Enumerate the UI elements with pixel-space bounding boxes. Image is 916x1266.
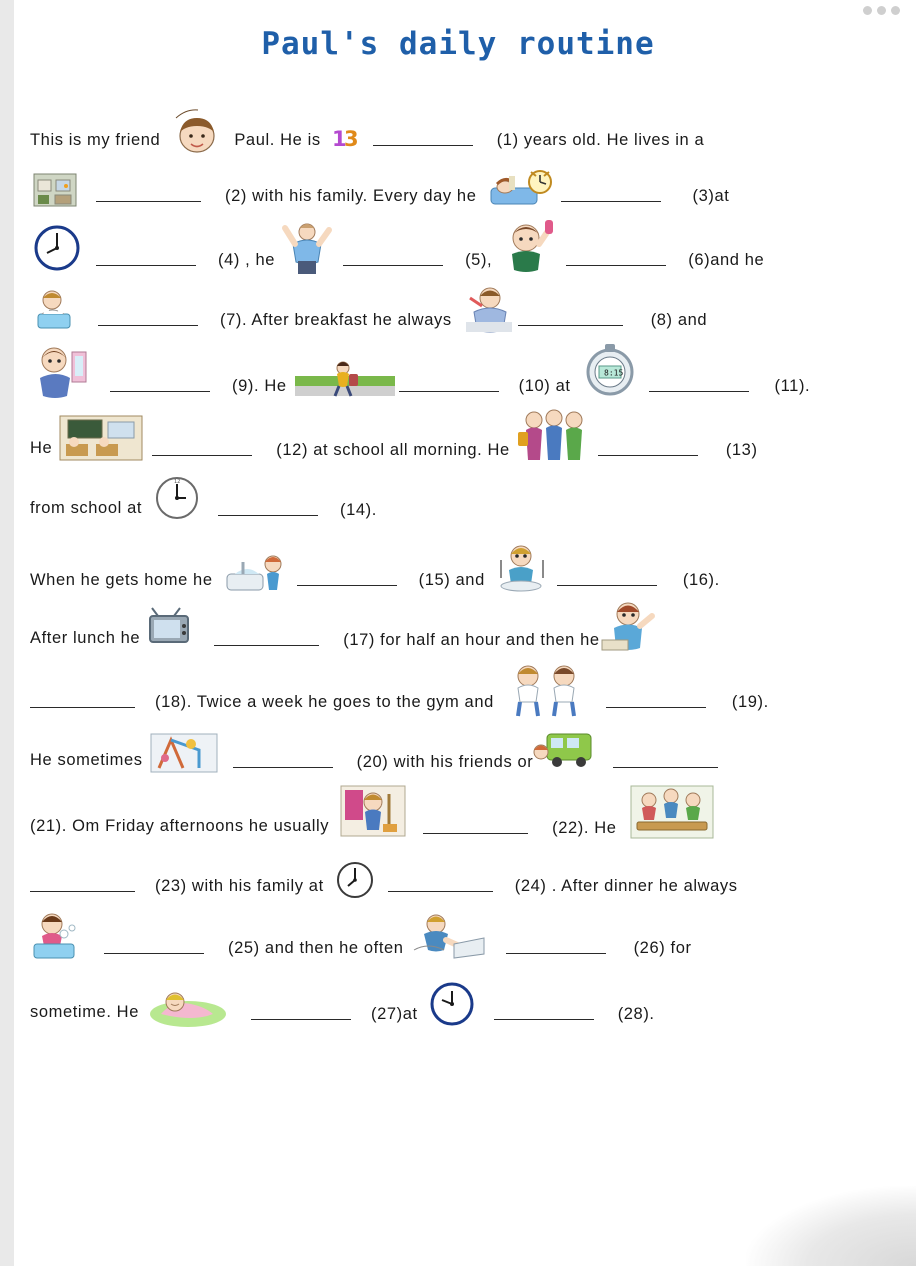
line-12-text-b: (22). He bbox=[552, 818, 617, 837]
text-line-1 bbox=[30, 112, 866, 158]
answer-blank-14[interactable] bbox=[218, 502, 318, 516]
line-7-text-a: from school at bbox=[30, 498, 143, 517]
text-line-15 bbox=[30, 966, 866, 1030]
worksheet-body bbox=[30, 112, 866, 1030]
wake-up-alarm-picture bbox=[485, 158, 553, 210]
wash-hands-picture bbox=[221, 548, 291, 596]
line-4-text-a: (7). After breakfast he always bbox=[220, 310, 452, 329]
line-11-text-b: (20) with his friends or bbox=[356, 752, 534, 771]
answer-blank-21[interactable] bbox=[613, 754, 718, 768]
text-line-13 bbox=[30, 846, 866, 904]
brush-hair-picture bbox=[498, 214, 560, 276]
answer-blank-24[interactable] bbox=[388, 878, 493, 892]
line-5-text-a: (9). He bbox=[232, 376, 287, 395]
line-6-text-c: (13) bbox=[725, 440, 758, 459]
family-dinner-picture bbox=[627, 780, 717, 844]
text-line-7 bbox=[30, 468, 866, 526]
answer-blank-5[interactable] bbox=[343, 252, 443, 266]
answer-blank-1[interactable] bbox=[373, 132, 473, 146]
dot-icon bbox=[891, 6, 900, 15]
number-13-picture bbox=[331, 126, 361, 152]
classroom-picture bbox=[58, 410, 144, 464]
text-line-3 bbox=[30, 214, 866, 280]
line-4-text-b: (8) and bbox=[650, 310, 708, 329]
wash-dishes-picture bbox=[30, 908, 82, 962]
line-5-text-b: (10) at bbox=[518, 376, 571, 395]
comb-mirror-picture bbox=[30, 338, 90, 400]
line-12-text-a: (21). Om Friday afternoons he usually bbox=[30, 816, 330, 835]
line-8-text-c: (16). bbox=[682, 570, 720, 589]
answer-blank-25[interactable] bbox=[104, 940, 204, 954]
line-2-text-a: (2) with his family. Every day he bbox=[225, 186, 477, 205]
answer-blank-15[interactable] bbox=[297, 572, 397, 586]
line-1-text-c: (1) years old. He lives in a bbox=[496, 130, 705, 149]
line-11-text-a: He sometimes bbox=[30, 750, 143, 769]
svg-text:12: 12 bbox=[174, 479, 181, 485]
answer-blank-22[interactable] bbox=[423, 820, 528, 834]
answer-blank-7[interactable] bbox=[98, 312, 198, 326]
svg-text:8:15: 8:15 bbox=[603, 368, 623, 378]
clock-seven-picture bbox=[30, 220, 84, 274]
answer-blank-13[interactable] bbox=[598, 442, 698, 456]
line-3-text-c: (6)and he bbox=[688, 250, 765, 269]
line-10-text-b: (19). bbox=[731, 692, 769, 711]
answer-blank-28[interactable] bbox=[494, 1006, 594, 1020]
answer-blank-6[interactable] bbox=[566, 252, 666, 266]
line-3-text-a: (4) , he bbox=[218, 250, 276, 269]
text-line-12 bbox=[30, 780, 866, 846]
answer-blank-16[interactable] bbox=[557, 572, 657, 586]
house-picture bbox=[30, 162, 80, 210]
line-10-text-a: (18). Twice a week he goes to the gym and bbox=[155, 692, 494, 711]
line-9-text-a: After lunch he bbox=[30, 628, 141, 647]
answer-blank-3[interactable] bbox=[561, 188, 661, 202]
television-picture bbox=[144, 606, 200, 652]
playground-picture bbox=[149, 728, 219, 776]
cleaning-picture bbox=[337, 780, 409, 842]
read-book-picture bbox=[410, 910, 492, 964]
line-3-text-b: (5), bbox=[465, 250, 493, 269]
line-15-text-a: sometime. He bbox=[30, 1002, 139, 1021]
text-line-8 bbox=[30, 526, 866, 598]
do-homework-picture bbox=[600, 596, 660, 654]
answer-blank-2[interactable] bbox=[96, 188, 201, 202]
answer-blank-20[interactable] bbox=[233, 754, 333, 768]
line-13-text-b: (24) . After dinner he always bbox=[514, 876, 738, 895]
line-13-text-a: (23) with his family at bbox=[155, 876, 324, 895]
brush-teeth-picture bbox=[460, 282, 518, 336]
wash-face-picture bbox=[30, 284, 78, 334]
answer-blank-26[interactable] bbox=[506, 940, 606, 954]
dot-icon bbox=[877, 6, 886, 15]
sleeping-picture bbox=[147, 984, 229, 1030]
have-lunch-picture bbox=[491, 540, 555, 596]
clock-ten-picture bbox=[424, 978, 480, 1030]
answer-blank-18[interactable] bbox=[30, 694, 135, 708]
stopwatch-picture bbox=[579, 338, 641, 402]
answer-blank-27[interactable] bbox=[251, 1006, 351, 1020]
text-line-4 bbox=[30, 280, 866, 338]
answer-blank-23[interactable] bbox=[30, 878, 135, 892]
text-line-2 bbox=[30, 158, 866, 214]
text-line-9 bbox=[30, 598, 866, 658]
get-dressed-picture bbox=[279, 214, 335, 276]
text-line-6 bbox=[30, 406, 866, 468]
text-line-5 bbox=[30, 338, 866, 406]
page-corner-shadow bbox=[746, 1186, 916, 1266]
answer-blank-11[interactable] bbox=[649, 378, 749, 392]
page-title: Paul's daily routine bbox=[261, 26, 655, 62]
line-1-text-b: Paul. He is bbox=[234, 130, 321, 149]
line-2-text-b: (3)at bbox=[692, 186, 730, 205]
line-8-text-a: When he gets home he bbox=[30, 570, 213, 589]
boy-face-picture bbox=[168, 106, 226, 156]
answer-blank-4[interactable] bbox=[96, 252, 196, 266]
answer-blank-8[interactable] bbox=[518, 312, 623, 326]
bus-picture bbox=[533, 724, 599, 776]
line-5-text-c: (11). bbox=[774, 376, 811, 395]
answer-blank-10[interactable] bbox=[399, 378, 499, 392]
svg-text:3: 3 bbox=[343, 127, 359, 151]
scan-edge-strip bbox=[0, 0, 14, 1266]
text-line-14 bbox=[30, 904, 866, 966]
clock-seven-evening-picture bbox=[332, 858, 378, 902]
clock-one-picture bbox=[150, 472, 204, 524]
line-8-text-b: (15) and bbox=[418, 570, 485, 589]
text-line-11 bbox=[30, 720, 866, 780]
line-7-text-b: (14). bbox=[340, 500, 377, 519]
line-9-text-b: (17) for half an hour and then he bbox=[343, 630, 600, 649]
answer-blank-12[interactable] bbox=[152, 442, 252, 456]
line-6-text-a: He bbox=[30, 438, 53, 457]
window-dots bbox=[863, 6, 900, 15]
svg-text:1: 1 bbox=[331, 127, 347, 151]
text-line-10 bbox=[30, 658, 866, 720]
dot-icon bbox=[863, 6, 872, 15]
answer-blank-17[interactable] bbox=[214, 632, 319, 646]
answer-blank-19[interactable] bbox=[606, 694, 706, 708]
line-6-text-b: (12) at school all morning. He bbox=[276, 440, 510, 459]
line-15-text-b: (27)at bbox=[370, 1004, 418, 1023]
walk-to-school-picture bbox=[295, 354, 395, 400]
line-15-text-c: (28). bbox=[617, 1004, 655, 1023]
answer-blank-9[interactable] bbox=[110, 378, 210, 392]
line-14-text-a: (25) and then he often bbox=[228, 938, 404, 957]
exercise-picture bbox=[502, 660, 592, 718]
students-picture bbox=[516, 404, 592, 466]
line-14-text-b: (26) for bbox=[633, 938, 692, 957]
line-1-text-a: This is my friend bbox=[30, 130, 161, 149]
